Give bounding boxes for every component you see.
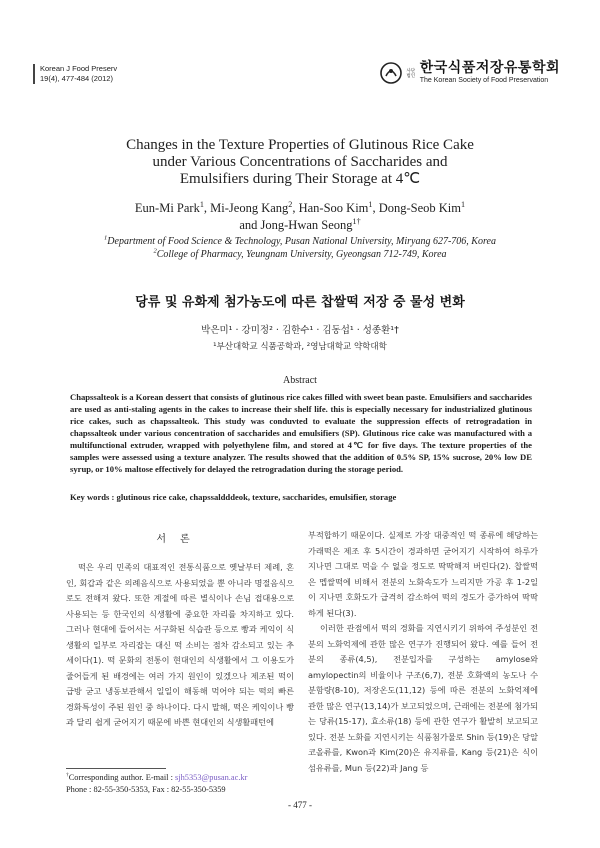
page-number: - 477 - bbox=[288, 800, 312, 810]
korean-title: 당류 및 유화제 첨가농도에 따른 찹쌀떡 저장 중 물성 변화 bbox=[135, 295, 465, 310]
author-name: Dong-Seob Kim bbox=[378, 201, 462, 215]
society-header bbox=[380, 60, 560, 85]
journal-name: Korean J Food Preserv bbox=[40, 64, 118, 73]
abstract-text: Chapssalteok is a Korean dessert that consists of glutinous rice cakes filled with sweet bean paste. Emulsifiers and saccharides are used as anti-staling agents in the cakes to increase their shelf life. this is especially necessary for industrialized glutinous rice cakes, such as chapssalteok. This study was conduvted to evaluate the suppression effects of retrogradation in chapssalteok under various concentration of saccharides and emulsifiers (SP). Glutinous rice cake was manufactured with a multifunctional extruder, wrapped with polyethylene film, and stored at 4℃ for five days. The texture properties of the samples were assessed using a texture analyzer. The results showed that the addition of 0.5% SP, 15% sucrose, 20% low DE syrup, or 10% maltose effectively for delayed the retrogradation during the storage period. bbox=[70, 392, 532, 474]
keywords-label: Key words : bbox=[70, 492, 117, 502]
phone-fax: Phone : 82-55-350-5353, Fax : 82-55-350-5359 bbox=[66, 785, 226, 794]
society-name bbox=[420, 60, 560, 85]
author-name: Eun-Mi Park bbox=[134, 201, 200, 215]
society-tag: 사단 법인 bbox=[406, 67, 416, 78]
keywords-list: glutinous rice cake, chapssaldddeok, texture, saccharides, emulsifier, storage bbox=[116, 492, 397, 502]
affiliation-1: Department of Food Science & Technology, Pusan National University, Miryang 627-706, Korea bbox=[107, 236, 496, 247]
body-column-left bbox=[66, 560, 294, 731]
affiliations: $^1$Department of Food Science & Technology, Pusan National University, Miryang 627-706, Korea $^2$College of Pharmacy, Yeungnam University, Gyeongsan 712-749, Korea bbox=[104, 234, 496, 260]
korean-affiliations: ¹부산대학교 식품공학과, ²영남대학교 약학대학 bbox=[213, 342, 387, 352]
society-logo-icon bbox=[380, 62, 402, 84]
author-email-link[interactable]: sjh5353@pusan.ac.kr bbox=[175, 773, 248, 782]
section-heading-introduction: 서론 bbox=[156, 534, 204, 545]
paper-title: Changes in the Texture Properties of Glutinous Rice Cake under Various Concentrations of Saccharides and Emulsifiers during Their Storage at 4℃ bbox=[126, 137, 474, 187]
body-paragraph: 이러한 관점에서 떡의 경화를 지연시키기 위하여 주성분인 전분의 노화억제에 관한 많은 연구가 진행되어 왔다. 예를 들어 전분의 종류(4,5), 전분입자를 구성하는 amylose와 amylopectin의 비율이나 구조(6,7), 전분 호화액의 농도나 수분함량(8-10), 저장온도(11,12) 등에 따른 전분의 노화억제에 관한 많은 연구(13,14)가 보고되었으며, 근래에는 전분에 첨가되는 당류(15-17), 효소류(18) 등에 관한 연구가 활발히 보고되고 있다. 전분 노화를 지연시키는 식품첨가물로 Shin 등(19)은 당알코올류를, Kwon과 Kim(20)은 유지류를, Kang 등(21)은 식이섬유류를, Mun 등(22)과 Jang 등 bbox=[308, 623, 538, 773]
author-list: Eun-Mi Park$^1$, Mi-Jeong Kang$^2$, Han-Soo Kim$^1$, Dong-Seob Kim$^1$ and Jong-Hwan Seong$^{1\dagger}$ bbox=[134, 199, 466, 232]
journal-volume: 19(4), 477-484 (2012) bbox=[40, 74, 113, 83]
author-name: Han-Soo Kim bbox=[298, 201, 369, 215]
journal-marker-bar bbox=[33, 64, 35, 84]
korean-authors: 박은미¹ · 강미정² · 김한수¹ · 김동섭¹ · 성종환¹† bbox=[201, 325, 399, 336]
society-name-korean: 한국식품저장유통학회 bbox=[419, 60, 560, 76]
corresponding-author-footnote: †Corresponding author. E-mail : sjh5353@pusan.ac.kr Phone : 82-55-350-5353, Fax : 82-55-350-5359 bbox=[66, 772, 296, 796]
body-paragraph: 부적합하기 때문이다. 실제로 가장 대중적인 떡 종류에 해당하는 가래떡은 제조 후 5시간이 경과하면 굳어지기 시작하여 하루가 지나면 그대로 먹을 수 없을 정도로 딱딱해져 버린다(2). 찹쌀떡은 멥쌀떡에 비해서 전분의 노화속도가 느리지만 가공 후 1-2일이 지나면 호화도가 급격히 감소하여 떡의 경도가 증가하여 딱딱하게 된다(3). bbox=[308, 530, 538, 618]
author-name: Mi-Jeong Kang bbox=[210, 201, 289, 215]
footnote-rule bbox=[66, 768, 166, 769]
journal-citation bbox=[40, 64, 117, 84]
author-name: Jong-Hwan Seong bbox=[260, 218, 353, 232]
body-paragraph: 떡은 우리 민족의 대표적인 전통식품으로 옛날부터 제례, 혼인, 회갑과 같은 의례음식으로 사용되었을 뿐 아니라 명절음식으로도 전해져 왔다. 또한 계절에 따른 별식이나 손님 접대용으로 사용되는 등 한국인의 식생활에 중요한 자리를 차지하고 있다. 그러나 현대에 들어서는 서구화된 식습관 등으로 빵과 케익이 식생활의 일부로 자리잡는 대신 떡 소비는 점차 감소되고 있는 추세이다(1). 떡 문화의 전통이 현대인의 식생활에서 그 이용도가 줄어들게 된 배경에는 여러 가지 원인이 있겠으나 제조된 떡이 급방 굳고 냉동보관해서 일일이 해동해 먹어야 되는 떡의 빠른 경화특성이 주된 원인 중 하나이다. 다시 말해, 떡은 케익이나 빵과 달리 쉽게 굳어지기 때문에 바쁜 현대인의 식생활패턴에 bbox=[66, 562, 294, 727]
abstract-heading: Abstract bbox=[283, 375, 317, 386]
society-name-english: The Korean Society of Food Preservation bbox=[419, 77, 549, 84]
keywords bbox=[70, 492, 532, 502]
body-column-right bbox=[308, 528, 538, 776]
affiliation-2: College of Pharmacy, Yeungnam University, Gyeongsan 712-749, Korea bbox=[156, 249, 447, 260]
